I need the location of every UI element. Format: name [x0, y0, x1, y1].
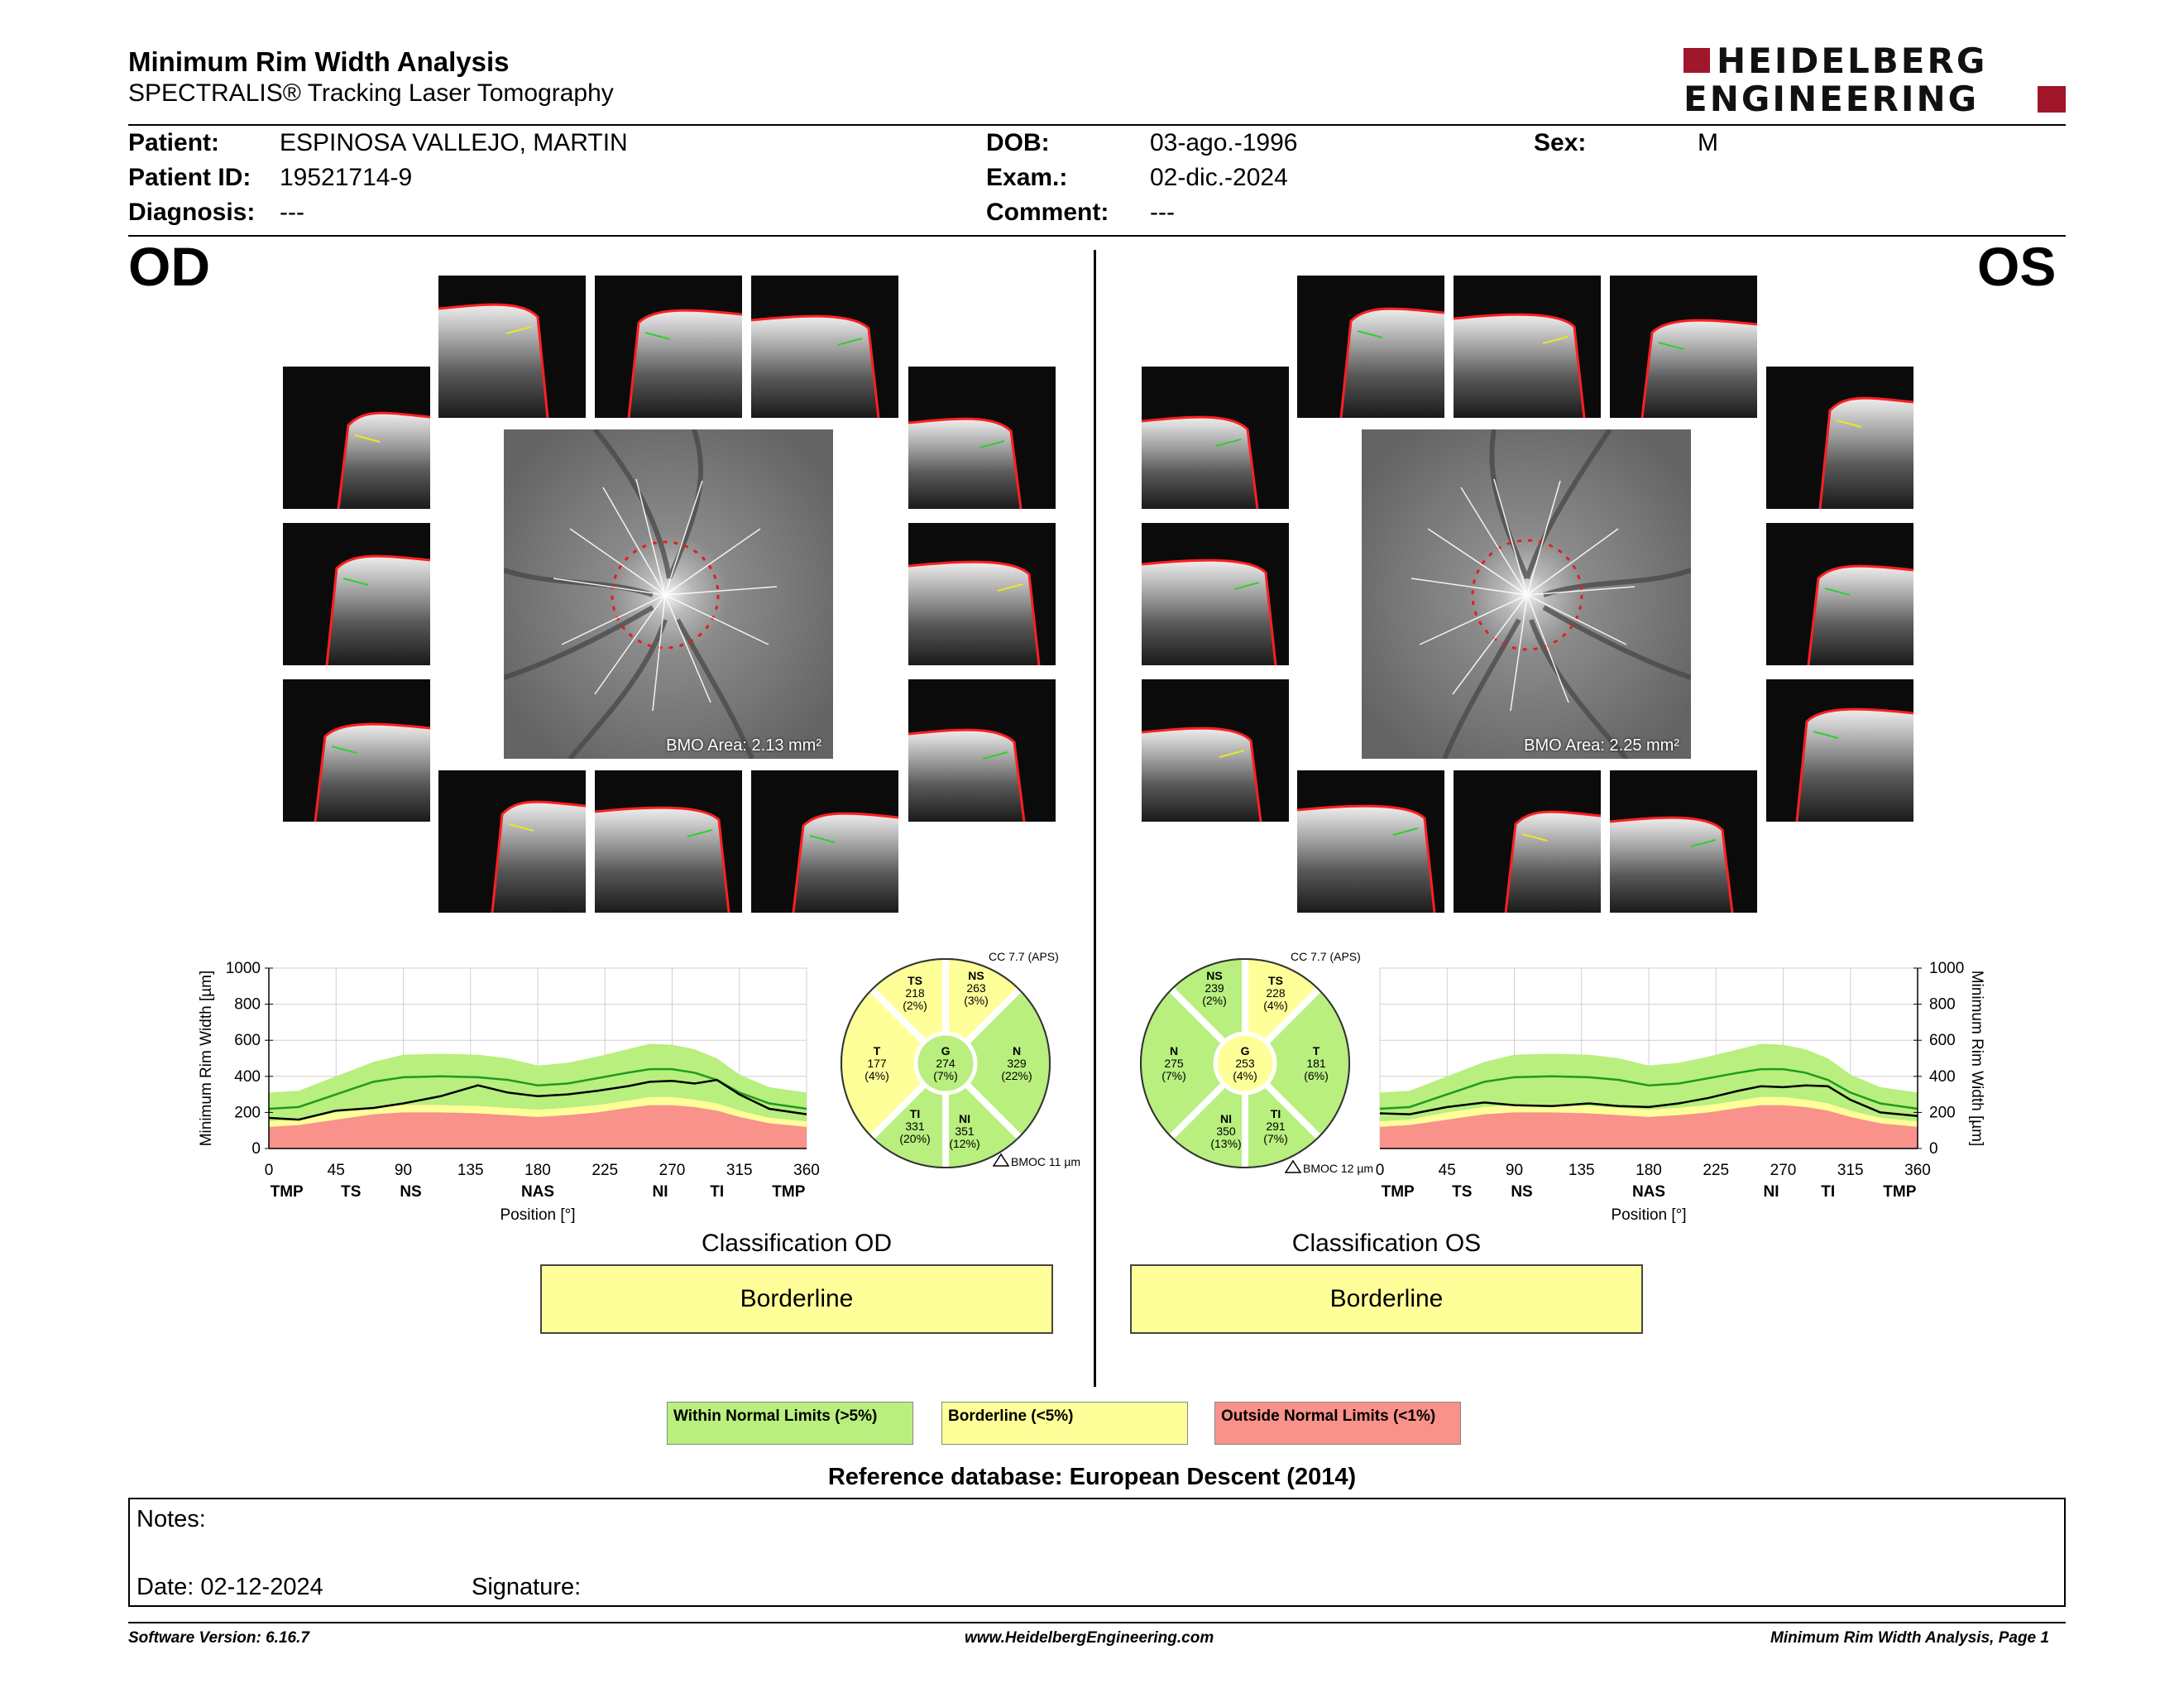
os-t-pct: (6%) [1304, 1069, 1329, 1082]
x-tick-label: 90 [394, 1162, 413, 1179]
od-ns-pct: (3%) [964, 994, 989, 1007]
y-tick-label: 400 [1929, 1067, 1956, 1086]
os-sector-diagram [1133, 947, 1382, 1187]
dob-value: 03-ago.-1996 [1150, 129, 1298, 156]
od-t-value: 177 [867, 1057, 887, 1070]
eye-separator [1094, 250, 1096, 1387]
od-oct-scan[interactable] [595, 770, 742, 913]
od-ts-value: 218 [905, 986, 925, 1000]
od-n-name: N [1012, 1044, 1022, 1057]
od-oct-scan-svg [283, 523, 430, 665]
od-n-pct: (22%) [1001, 1069, 1032, 1082]
y-tick-label: 1000 [225, 960, 261, 977]
os-ti-name: TI [1270, 1107, 1281, 1120]
od-fundus-svg [504, 429, 833, 759]
dob-label: DOB: [986, 129, 1050, 156]
od-mrw-chart [190, 952, 844, 1233]
od-ti-name: TI [909, 1107, 921, 1120]
sector-label: TS [1452, 1183, 1473, 1201]
od-oct-scan-svg [438, 276, 586, 418]
retina-tissue [908, 562, 1039, 665]
od-oct-scan[interactable] [283, 367, 430, 509]
page-label: Minimum Rim Width Analysis, Page 1 [1770, 1629, 2049, 1647]
notes-box[interactable] [128, 1498, 2066, 1607]
os-mrw-chart [1348, 952, 2002, 1233]
y-tick-label: 400 [234, 1067, 261, 1086]
sex-value: M [1698, 129, 1718, 156]
x-tick-label: 0 [1375, 1162, 1385, 1179]
patient-label: Patient: [128, 129, 220, 156]
patient-id-label: Patient ID: [128, 164, 251, 191]
os-t-value: 181 [1306, 1057, 1326, 1070]
x-tick-label: 360 [1904, 1162, 1931, 1179]
notes-label: Notes: [136, 1506, 206, 1532]
retina-tissue [315, 724, 430, 822]
os-chart-svg [1348, 952, 2002, 1233]
sector-label: TMP [270, 1183, 304, 1201]
delta-icon [994, 1154, 1008, 1166]
comment-value: --- [1150, 199, 1175, 226]
os-ts-name: TS [1268, 974, 1283, 987]
os-oct-scan-svg [1766, 367, 1913, 509]
x-tick-label: 225 [1703, 1162, 1730, 1179]
legend-borderline: Borderline (<5%) [941, 1402, 1188, 1445]
os-oct-scan[interactable] [1142, 679, 1289, 822]
os-oct-scan-svg [1610, 276, 1757, 418]
od-sector-diagram [836, 947, 1084, 1187]
x-axis-label: Position [°] [1611, 1206, 1687, 1224]
os-oct-scan-svg [1142, 523, 1289, 665]
od-ni-name: NI [959, 1112, 970, 1125]
od-ti-value: 331 [905, 1120, 925, 1133]
od-oct-scan-svg [595, 770, 742, 913]
od-oct-scan[interactable] [438, 770, 586, 913]
os-oct-scan-svg [1142, 679, 1289, 822]
retina-tissue [438, 305, 548, 418]
logo-text-line1: HEIDELBERG [1717, 41, 1988, 81]
os-oct-scan[interactable] [1766, 523, 1913, 665]
x-tick-label: 0 [264, 1162, 274, 1179]
os-delta-bmoc: BMOC 12 µm [1303, 1162, 1374, 1175]
x-tick-label: 45 [1438, 1162, 1456, 1179]
od-ti-pct: (20%) [899, 1132, 931, 1145]
retina-tissue [1820, 398, 1913, 509]
od-oct-scan-svg [908, 367, 1056, 509]
x-tick-label: 360 [793, 1162, 820, 1179]
os-sector-svg [1133, 947, 1382, 1187]
od-classification-box: Borderline [540, 1264, 1053, 1334]
od-g-value: 274 [936, 1057, 956, 1070]
x-tick-label: 135 [1568, 1162, 1595, 1179]
y-tick-label: 1000 [1929, 960, 1965, 977]
os-t-name: T [1312, 1044, 1320, 1057]
retina-tissue [908, 730, 1024, 822]
sector-label: TI [710, 1183, 725, 1201]
od-classification-title: Classification OD [701, 1230, 893, 1257]
retina-tissue [751, 316, 879, 418]
od-oct-scan-svg [908, 679, 1056, 822]
od-oct-scan[interactable] [751, 276, 898, 418]
os-ns-pct: (2%) [1202, 994, 1227, 1007]
sector-label: NI [652, 1183, 668, 1201]
os-ns-value: 239 [1205, 981, 1224, 995]
sector-label: TS [341, 1183, 362, 1201]
od-t-pct: (4%) [864, 1069, 889, 1082]
os-oct-scan-svg [1142, 367, 1289, 509]
od-cc-label: CC 7.7 (APS) [989, 950, 1059, 963]
od-oct-scan[interactable] [751, 770, 898, 913]
od-oct-scan[interactable] [283, 523, 430, 665]
retina-tissue [1454, 314, 1584, 418]
os-ti-pct: (7%) [1263, 1132, 1288, 1145]
x-tick-label: 315 [1837, 1162, 1864, 1179]
retina-tissue [793, 813, 898, 913]
os-ts-value: 228 [1266, 986, 1286, 1000]
retina-tissue [492, 802, 586, 913]
logo-square-icon [2038, 86, 2066, 113]
od-g-name: G [941, 1044, 951, 1057]
logo-text-line2: ENGINEERING [1684, 79, 1980, 119]
info-rule [128, 235, 2066, 237]
od-sector-svg [836, 947, 1084, 1187]
os-g-pct: (4%) [1233, 1069, 1257, 1082]
od-oct-scan-svg [438, 770, 586, 913]
os-ts-pct: (4%) [1263, 999, 1288, 1012]
os-oct-scan[interactable] [1142, 523, 1289, 665]
diagnosis-value: --- [280, 199, 304, 226]
os-oct-scan[interactable] [1454, 276, 1601, 418]
od-oct-scan-svg [751, 770, 898, 913]
retina-tissue [1808, 566, 1913, 665]
x-axis-label: Position [°] [500, 1206, 576, 1224]
x-tick-label: 180 [1636, 1162, 1662, 1179]
retina-tissue [1610, 818, 1732, 913]
od-oct-scan[interactable] [438, 276, 586, 418]
os-ni-pct: (13%) [1210, 1137, 1242, 1150]
y-tick-label: 800 [234, 995, 261, 1014]
os-oct-scan-svg [1297, 770, 1444, 913]
os-oct-scan[interactable] [1297, 276, 1444, 418]
patient-id-value: 19521714-9 [280, 164, 413, 191]
os-g-value: 253 [1235, 1057, 1255, 1070]
y-tick-label: 200 [1929, 1104, 1956, 1122]
legend-outside: Outside Normal Limits (<1%) [1214, 1402, 1461, 1445]
os-g-name: G [1240, 1044, 1250, 1057]
od-oct-scan-svg [595, 276, 742, 418]
od-fundus-image[interactable] [504, 429, 833, 759]
os-oct-scan-svg [1766, 679, 1913, 822]
os-n-name: N [1169, 1044, 1179, 1057]
os-bmo-area: BMO Area: 2.25 mm² [1524, 736, 1679, 755]
od-bmo-area: BMO Area: 2.13 mm² [666, 736, 821, 755]
os-n-value: 275 [1164, 1057, 1184, 1070]
software-version: Software Version: 6.16.7 [128, 1629, 309, 1647]
x-tick-label: 270 [1770, 1162, 1797, 1179]
od-delta-bmoc: BMOC 11 µm [1011, 1155, 1081, 1168]
retina-tissue [1142, 728, 1261, 822]
os-label: OS [1977, 236, 2057, 297]
patient-value: ESPINOSA VALLEJO, MARTIN [280, 129, 628, 156]
od-oct-scan[interactable] [908, 367, 1056, 509]
retina-tissue [327, 556, 430, 665]
od-oct-scan[interactable] [908, 679, 1056, 822]
y-axis-label: Minimum Rim Width [µm] [1968, 970, 1985, 1147]
sector-label: NS [1511, 1183, 1533, 1201]
os-ti-value: 291 [1266, 1120, 1286, 1133]
report-subtitle: SPECTRALIS® Tracking Laser Tomography [128, 79, 614, 107]
od-n-value: 329 [1007, 1057, 1027, 1070]
os-ni-name: NI [1220, 1112, 1232, 1125]
sector-label: NI [1763, 1183, 1779, 1201]
heidelberg-logo [1684, 43, 2066, 119]
os-n-pct: (7%) [1161, 1069, 1186, 1082]
os-oct-scan-svg [1454, 276, 1601, 418]
os-fundus-svg [1362, 429, 1691, 759]
od-oct-scan[interactable] [595, 276, 742, 418]
x-tick-label: 135 [457, 1162, 484, 1179]
legend-normal: Within Normal Limits (>5%) [667, 1402, 913, 1445]
retina-tissue [1142, 560, 1276, 665]
os-oct-scan[interactable] [1297, 770, 1444, 913]
y-tick-label: 0 [1929, 1140, 1938, 1158]
od-ns-name: NS [968, 969, 984, 982]
x-tick-label: 225 [592, 1162, 619, 1179]
sector-label: TMP [1381, 1183, 1415, 1201]
sector-label: NAS [1631, 1183, 1666, 1201]
y-tick-label: 600 [1929, 1032, 1956, 1050]
retina-tissue [338, 413, 430, 509]
x-tick-label: 90 [1505, 1162, 1524, 1179]
sector-label: TI [1821, 1183, 1836, 1201]
y-tick-label: 0 [251, 1140, 261, 1158]
retina-tissue [908, 419, 1021, 509]
x-tick-label: 180 [524, 1162, 551, 1179]
os-oct-scan[interactable] [1610, 770, 1757, 913]
retina-tissue [1341, 309, 1444, 418]
os-oct-scan[interactable] [1142, 367, 1289, 509]
delta-icon [1286, 1161, 1300, 1172]
os-classification-title: Classification OS [1291, 1230, 1482, 1257]
os-ns-name: NS [1206, 969, 1223, 982]
os-classification-box: Borderline [1130, 1264, 1643, 1334]
od-oct-scan-svg [908, 523, 1056, 665]
sex-label: Sex: [1534, 129, 1587, 156]
signature-label: Signature: [472, 1574, 582, 1600]
od-ns-value: 263 [966, 981, 986, 995]
od-t-name: T [873, 1044, 881, 1057]
od-ts-pct: (2%) [903, 999, 927, 1012]
os-cc-label: CC 7.7 (APS) [1291, 950, 1361, 963]
os-oct-scan-svg [1454, 770, 1601, 913]
x-tick-label: 315 [726, 1162, 753, 1179]
retina-tissue [1797, 709, 1913, 822]
report-title: Minimum Rim Width Analysis [128, 46, 510, 77]
footer-rule [128, 1622, 2066, 1623]
retina-tissue [629, 310, 742, 418]
diagnosis-label: Diagnosis: [128, 199, 256, 226]
retina-tissue [1642, 320, 1757, 418]
od-oct-scan-svg [283, 367, 430, 509]
od-ni-pct: (12%) [949, 1137, 980, 1150]
date-text: Date: 02-12-2024 [136, 1574, 323, 1600]
x-tick-label: 270 [659, 1162, 686, 1179]
y-axis-label: Minimum Rim Width [µm] [198, 970, 215, 1147]
retina-tissue [1142, 417, 1257, 509]
od-label: OD [128, 236, 210, 297]
od-ts-name: TS [908, 974, 922, 987]
comment-label: Comment: [986, 199, 1109, 226]
od-oct-scan[interactable] [283, 679, 430, 822]
x-tick-label: 45 [327, 1162, 345, 1179]
sector-label: NS [400, 1183, 422, 1201]
os-oct-scan[interactable] [1766, 367, 1913, 509]
os-fundus-image[interactable] [1362, 429, 1691, 759]
od-oct-scan[interactable] [908, 523, 1056, 665]
os-oct-scan[interactable] [1454, 770, 1601, 913]
sector-label: TMP [772, 1183, 806, 1201]
retina-tissue [1297, 806, 1434, 913]
od-oct-scan-svg [751, 276, 898, 418]
retina-tissue [595, 808, 729, 913]
od-chart-svg [190, 952, 844, 1233]
os-oct-scan[interactable] [1766, 679, 1913, 822]
os-oct-scan-svg [1766, 523, 1913, 665]
logo-square-icon [1684, 48, 1710, 73]
od-g-pct: (7%) [933, 1069, 958, 1082]
os-ni-value: 350 [1216, 1125, 1236, 1138]
exam-label: Exam.: [986, 164, 1068, 191]
sector-label: NAS [520, 1183, 555, 1201]
exam-value: 02-dic.-2024 [1150, 164, 1288, 191]
os-oct-scan-svg [1297, 276, 1444, 418]
os-oct-scan[interactable] [1610, 276, 1757, 418]
retina-tissue [1506, 812, 1601, 913]
y-tick-label: 200 [234, 1104, 261, 1122]
y-tick-label: 800 [1929, 995, 1956, 1014]
y-tick-label: 600 [234, 1032, 261, 1050]
od-ni-value: 351 [955, 1125, 975, 1138]
os-oct-scan-svg [1610, 770, 1757, 913]
header-rule [128, 124, 2066, 126]
sector-label: TMP [1883, 1183, 1917, 1201]
website-link[interactable]: www.HeidelbergEngineering.com [965, 1629, 1214, 1647]
od-oct-scan-svg [283, 679, 430, 822]
reference-database: Reference database: European Descent (2014) [827, 1464, 1357, 1490]
